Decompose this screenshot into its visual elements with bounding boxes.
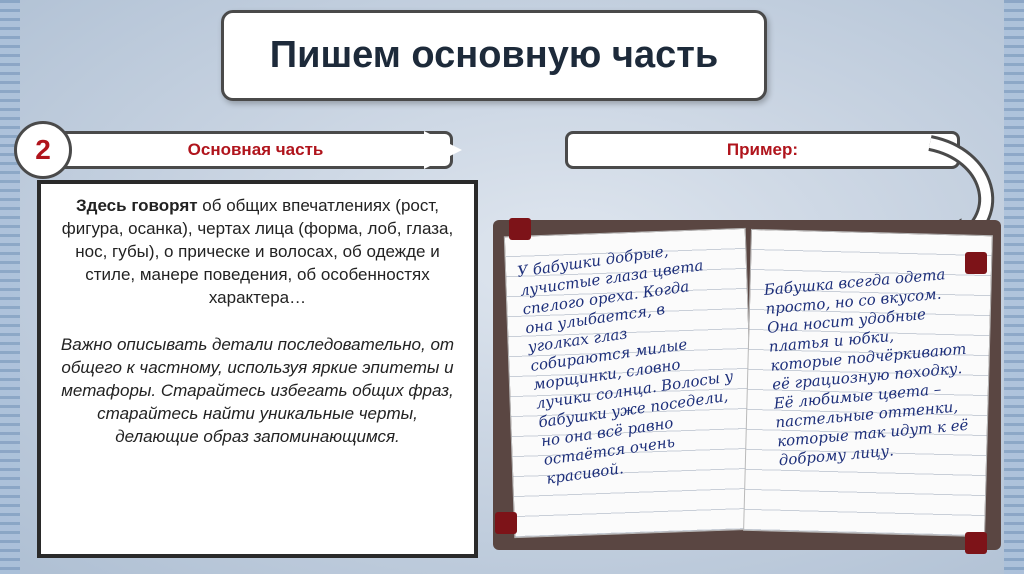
- section-number: 2: [35, 134, 51, 165]
- explanation-paragraph: [57, 194, 458, 309]
- right-section-header: [565, 131, 960, 169]
- notebook-image: [487, 212, 1007, 572]
- notebook-corner: [495, 512, 517, 534]
- notebook-corner: [965, 252, 987, 274]
- section-number-badge: [14, 121, 72, 179]
- header-pointer-arrow: [424, 131, 462, 169]
- right-section-header-label: Пример:: [726, 140, 799, 159]
- example-text-right: Бабушка всегда одета просто, но со вкусом. Она носит удобные платья и юбки, которые подчёркивают её грациозную походку. Её любимые цвета – пастельные оттенки, которые так идут к её доброму лицу.: [763, 265, 970, 470]
- left-section-header-label: Основная часть: [187, 140, 324, 159]
- advice-paragraph: Важно описывать детали последовательно, от общего к частному, используя яркие эпитеты и метафоры. Старайтесь избегать общих фраз, старайтесь найти уникальные черты, делающие образ запоминающимся.: [60, 335, 455, 446]
- explanation-bold-lead: Здесь говорят: [76, 196, 198, 215]
- slide-title: Пишем основную часть: [269, 34, 719, 76]
- slide-title-box: [221, 10, 767, 101]
- right-paper-edge: [1004, 0, 1024, 574]
- notebook-corner: [509, 218, 531, 240]
- example-text-left: У бабушки добрые, лучистые глаза цвета спелого ореха. Когда она улыбается, в уголках глаз собираются милые морщинки, словно лучики солнца. Волосы у бабушки уже поседели, но она всё равно остаётся очень красивой.: [516, 241, 735, 488]
- explanation-text: об общих впечатлениях (рост, фигура, осанка), чертах лица (форма, лоб, глаза, нос, губы), о прическе и волосах, об одежде и стиле, манере поведения, об особенностях характера…: [61, 196, 454, 307]
- left-paper-edge: [0, 0, 20, 574]
- explanation-box: [37, 180, 478, 558]
- left-section-header: [58, 131, 453, 169]
- notebook-corner: [965, 532, 987, 554]
